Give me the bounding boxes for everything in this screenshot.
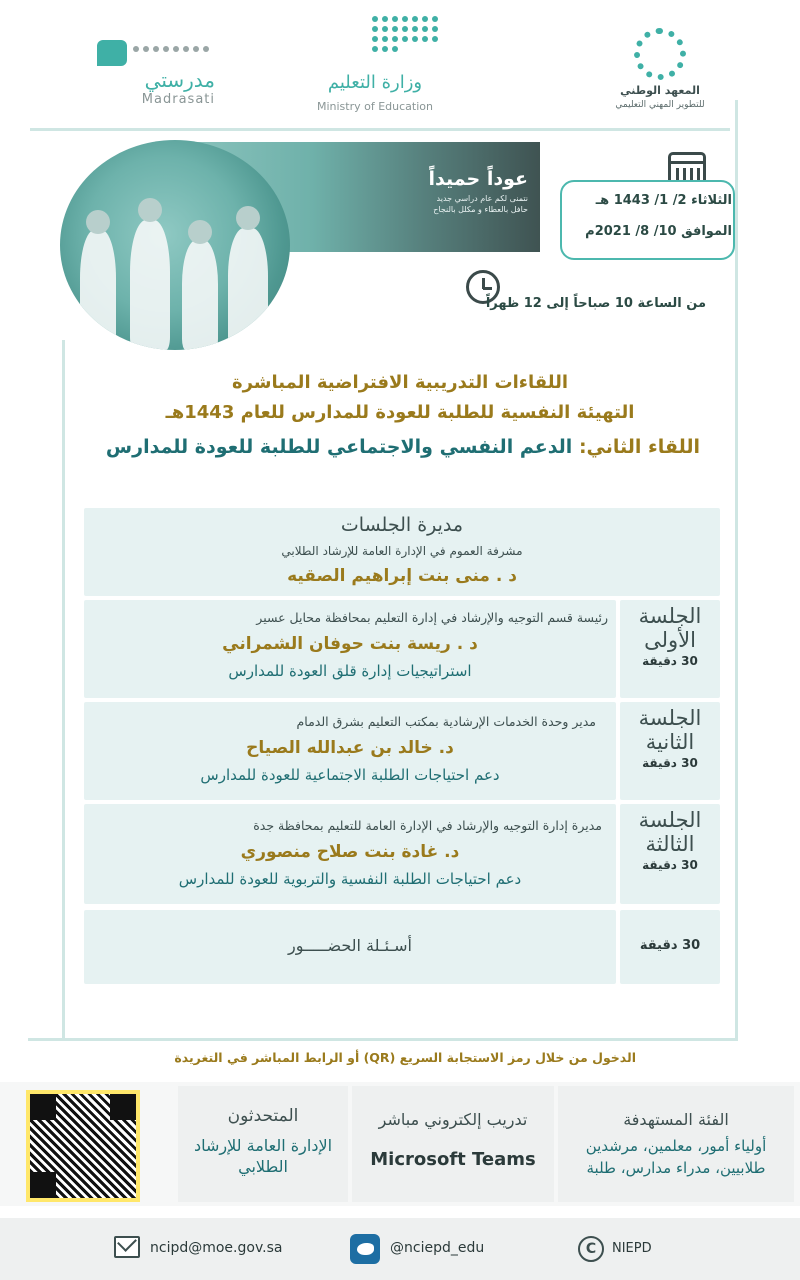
meeting-topic: الدعم النفسي والاجتماعي للطلبة للعودة للمدارس: [105, 436, 573, 458]
session-1-duration: 30 دقيقة: [642, 654, 698, 668]
date-hijri: الثلاثاء 2/ 1/ 1443 هـ: [595, 193, 732, 208]
ministry-arabic-name: وزارة التعليم: [327, 72, 423, 93]
ministry-logo: [315, 14, 435, 124]
qr-code-pattern: [30, 1094, 136, 1198]
ministry-english-name: Ministry of Education: [316, 100, 433, 113]
questions-duration: 30 دقيقة: [639, 938, 701, 953]
madrasati-logo: [95, 38, 215, 108]
qr-code[interactable]: [26, 1090, 140, 1202]
session-3-label: [620, 804, 720, 904]
session-1-topic: استراتيجيات إدارة قلق العودة للمدارس: [228, 662, 472, 680]
questions-panel: [84, 910, 616, 984]
date-gregorian: الموافق 10/ 8/ 2021م: [585, 224, 732, 239]
speakers-cell: [178, 1086, 348, 1202]
session-2-label-ordinal: الثانية: [645, 730, 695, 754]
questions-duration-cell: [620, 910, 720, 984]
session-2-duration: 30 دقيقة: [642, 756, 698, 770]
session-3-label-word: الجلسة: [638, 808, 702, 832]
session-3-label-ordinal: الثالثة: [645, 832, 695, 856]
contact-email[interactable]: ncipd@moe.gov.sa: [150, 1240, 283, 1256]
platform-name: Microsoft Teams: [370, 1149, 536, 1170]
session-2-speaker: د. خالد بن عبدالله الصياح: [246, 738, 454, 758]
twitter-icon[interactable]: [350, 1234, 380, 1264]
copyright-icon: C: [578, 1236, 604, 1262]
speakers-line1: الإدارة العامة للإرشاد: [193, 1136, 333, 1155]
session-1-speaker: د . ريسة بنت حوفان الشمراني: [222, 634, 478, 654]
title-line-2: التهيئة النفسية للطلبة للعودة للمدارس للعام 1443هـ: [165, 402, 635, 423]
madrasati-english-name: Madrasati: [141, 92, 215, 107]
email-icon: [114, 1236, 140, 1258]
session-1-role: رئيسة قسم التوجيه والإرشاد في إدارة التعليم بمحافظة محايل عسير: [256, 610, 608, 625]
session-3-role: مديرة إدارة التوجيه والإرشاد في الإدارة العامة للتعليم بمحافظة جدة: [253, 818, 602, 833]
target-line2: طلابيين، مدراء مدارس، طلبة: [586, 1159, 766, 1177]
speakers-line2: الطلابي: [238, 1157, 288, 1176]
questions-text: أسـئـلة الحضـــــور: [288, 936, 412, 955]
meeting-number-label: اللقاء الثاني:: [578, 436, 700, 458]
session-2-topic: دعم احتياجات الطلبة الاجتماعية للعودة للمدارس: [200, 766, 500, 784]
contact-brand: NIEPD: [612, 1241, 652, 1256]
banner-line2: حافل بالعطاء و مكلل بالنجاح: [433, 205, 528, 214]
madrasati-dots-icon: [131, 44, 211, 54]
ministry-dots-icon: [370, 14, 440, 54]
moderator-name: د . منى بنت إبراهيم الصقيه: [287, 566, 517, 586]
session-1-label-word: الجلسة: [638, 604, 702, 628]
institute-name-line1: المعهد الوطني: [620, 84, 700, 97]
session-1-label: [620, 600, 720, 698]
training-heading: تدريب إلكتروني مباشر: [378, 1110, 528, 1129]
institute-logo: [600, 28, 720, 118]
moderator-role: مشرفة العموم في الإدارة العامة للإرشاد الطلابي: [281, 544, 523, 558]
madrasati-arabic-name: مدرستي: [144, 68, 215, 92]
date-box: [560, 180, 735, 260]
moderator-heading: مديرة الجلسات: [340, 514, 464, 536]
banner-line1: نتمنى لكم عام دراسي جديد: [436, 194, 528, 203]
institute-emblem-icon: [634, 28, 686, 80]
target-audience-cell: [558, 1086, 794, 1202]
institute-name-line2: للتطوير المهني التعليمي: [615, 100, 705, 110]
session-2-details: [84, 702, 616, 800]
session-3-topic: دعم احتياجات الطلبة النفسية والتربوية للعودة للمدارس: [178, 870, 522, 888]
title-line-3: [90, 436, 700, 458]
banner-title: عوداً حميداً: [428, 168, 528, 190]
target-line1: أولياء أمور، معلمين، مرشدين: [585, 1137, 767, 1155]
session-3-duration: 30 دقيقة: [642, 858, 698, 872]
hero-photo-circle: [60, 140, 290, 350]
training-cell: [352, 1086, 554, 1202]
moderator-panel: [84, 508, 720, 596]
title-line-1: اللقاءات التدريبية الافتراضية المباشرة: [231, 372, 568, 393]
session-1-label-ordinal: الأولى: [644, 628, 696, 652]
event-time: من الساعة 10 صباحاً إلى 12 ظهراً: [485, 296, 706, 311]
session-3-details: [84, 804, 616, 904]
session-2-label: [620, 702, 720, 800]
session-2-label-word: الجلسة: [638, 706, 702, 730]
session-1-details: [84, 600, 616, 698]
session-3-speaker: د. غادة بنت صلاح منصوري: [240, 842, 460, 862]
session-2-role: مدير وحدة الخدمات الإرشادية بمكتب التعليم بشرق الدمام: [296, 714, 596, 729]
speakers-heading: المتحدثون: [227, 1106, 299, 1126]
target-heading: الفئة المستهدفة: [623, 1110, 729, 1129]
access-note: الدخول من خلال رمز الاستجابة السريع (QR) أو الرابط المباشر في التغريدة: [174, 1050, 636, 1065]
madrasati-icon: [97, 40, 127, 66]
contact-twitter[interactable]: @nciepd_edu: [390, 1240, 485, 1256]
banner-text-block: [378, 168, 528, 214]
